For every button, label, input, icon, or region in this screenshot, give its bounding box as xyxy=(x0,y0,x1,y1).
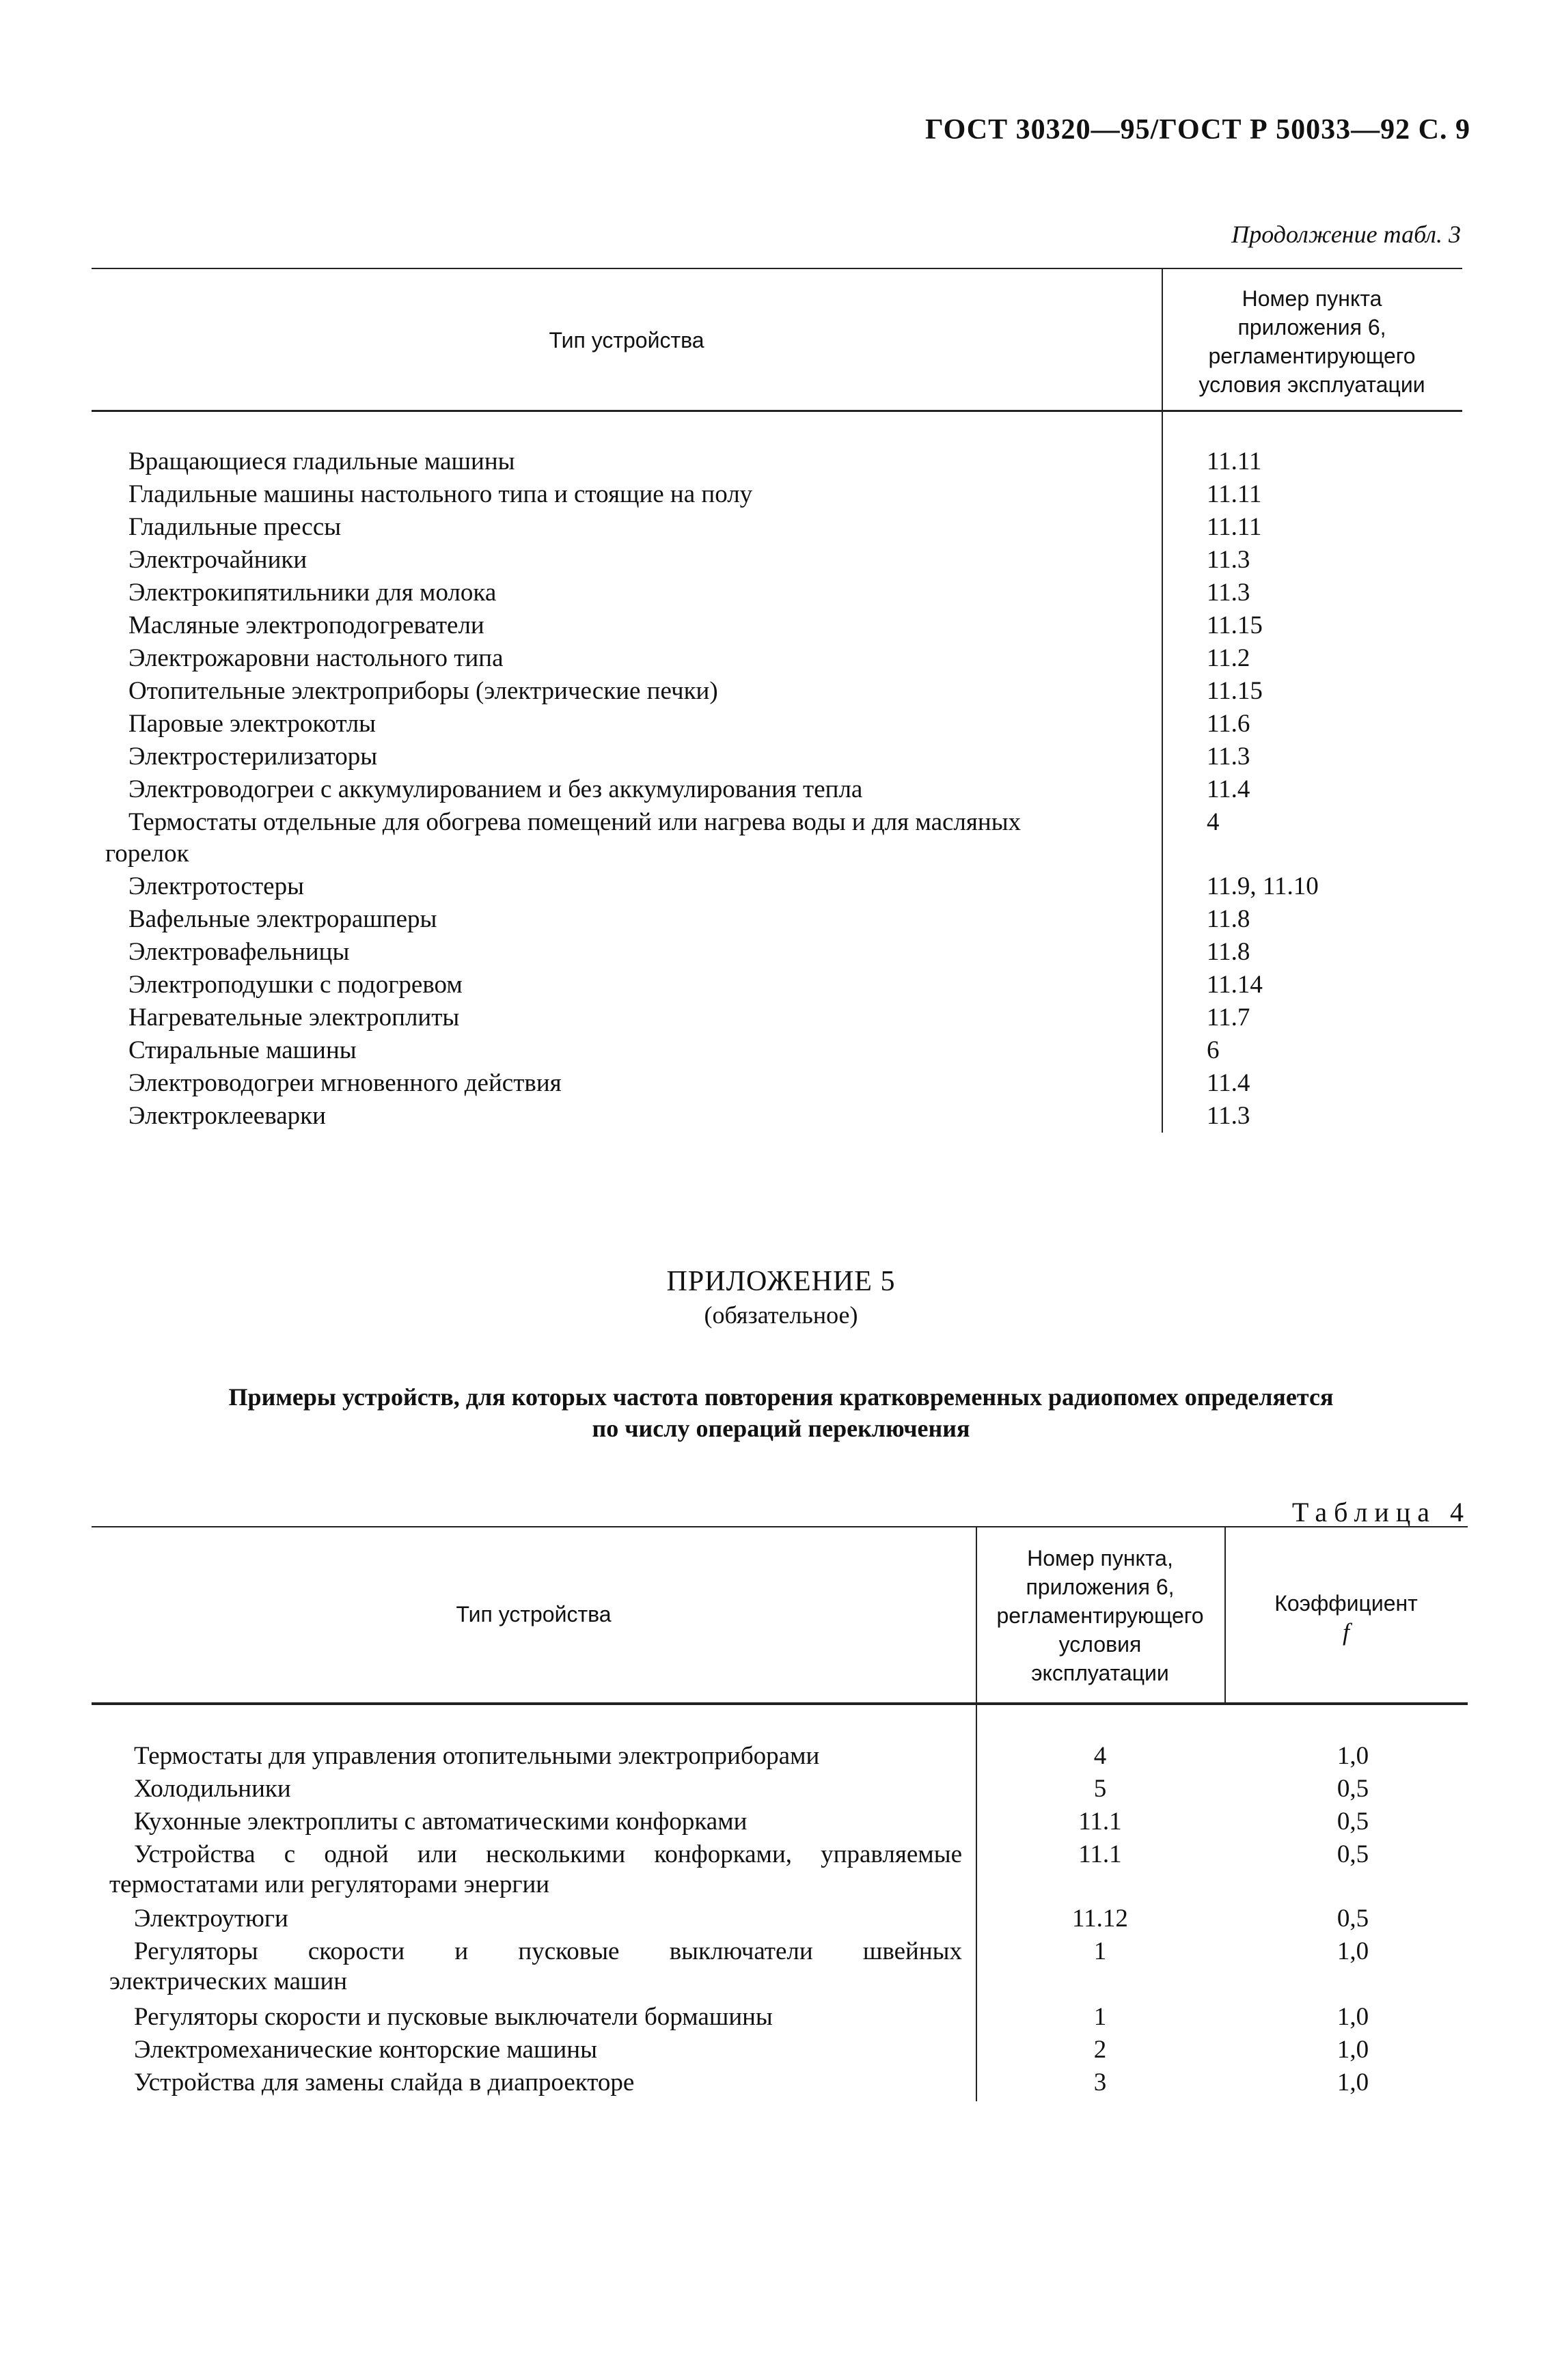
table3-row-device: Вращающиеся гладильные машины xyxy=(128,447,515,475)
table3-row-clause: 6 xyxy=(1207,1036,1220,1064)
table3-row-clause: 11.9, 11.10 xyxy=(1207,872,1319,900)
table3-row-clause: 11.7 xyxy=(1207,1004,1250,1032)
table3-header-device: Тип устройства xyxy=(549,328,704,352)
table3-row-device: Электростерилизаторы xyxy=(128,743,378,771)
table4-row-coefficient: 1,0 xyxy=(1337,1742,1369,1770)
table4-header-clause-line: регламентирующего xyxy=(996,1603,1204,1628)
table3-row-device: Гладильные прессы xyxy=(128,513,342,541)
table3-row-clause: 11.6 xyxy=(1207,710,1250,738)
table4-row-coefficient: 0,5 xyxy=(1337,1840,1369,1868)
table3-row-clause: 11.11 xyxy=(1207,480,1262,508)
table4-row-coefficient: 0,5 xyxy=(1337,1775,1369,1803)
table3-row-device: Электрокипятильники для молока xyxy=(128,579,497,607)
table4-row-clause: 1 xyxy=(1093,2003,1107,2031)
table4-header-device: Тип устройства xyxy=(456,1602,612,1627)
table4-row-device: Регуляторы скорости и пусковые выключатели швейных xyxy=(134,1937,962,1965)
table4-row-device: Термостаты для управления отопительными электроприборами xyxy=(134,1742,820,1770)
table4-row-device: Электроутюги xyxy=(134,1905,288,1933)
table3-row-device: Электроподушки с подогревом xyxy=(128,971,463,999)
table3-row-device: Отопительные электроприборы (электрические печки) xyxy=(128,677,718,705)
table4-top-rule xyxy=(92,1526,1468,1527)
table3-row-clause: 4 xyxy=(1207,808,1220,836)
table4-row-clause: 1 xyxy=(1093,1937,1107,1965)
table4-header-clause-line: эксплуатации xyxy=(1031,1661,1169,1685)
table4-row-device: Кухонные электроплиты с автоматическими конфорками xyxy=(134,1808,748,1836)
table4-row-device-continuation: электрических машин xyxy=(109,1967,348,1995)
table4-row-clause: 3 xyxy=(1093,2068,1107,2097)
table3-row-device: Электротостеры xyxy=(128,872,304,900)
table4-row-device: Устройства для замены слайда в диапроекторе xyxy=(134,2068,635,2097)
appendix-title: ПРИЛОЖЕНИЕ 5 xyxy=(666,1266,896,1297)
table4-row-clause: 2 xyxy=(1093,2036,1107,2064)
table3-header-clause-line: регламентирующего xyxy=(1208,344,1416,368)
table4-row-coefficient: 1,0 xyxy=(1337,1937,1369,1965)
table4-row-device: Устройства с одной или несколькими конфорками, управляемые xyxy=(134,1840,962,1868)
table4-row-device: Холодильники xyxy=(134,1775,291,1803)
table4-row-coefficient: 1,0 xyxy=(1337,2036,1369,2064)
table4-title: Таблица 4 xyxy=(1291,1497,1470,1527)
table4-row-device-continuation: термостатами или регуляторами энергии xyxy=(109,1870,550,1898)
table4-header-clause xyxy=(976,1544,1224,1687)
table3-row-device: Масляные электроподогреватели xyxy=(128,611,484,639)
table3-row-clause: 11.8 xyxy=(1207,905,1250,933)
page-header: ГОСТ 30320—95/ГОСТ Р 50033—92 С. 9 xyxy=(924,114,1470,146)
table3-header-rule xyxy=(92,410,1462,412)
table4-header-rule xyxy=(92,1702,1468,1705)
table4-row-device: Электромеханические конторские машины xyxy=(134,2036,597,2064)
table3-header-clause-line: условия эксплуатации xyxy=(1198,372,1425,397)
appendix-caption-line: по числу операций переключения xyxy=(592,1415,970,1442)
table4-header-clause-line: Номер пункта, xyxy=(1027,1546,1173,1570)
table3-row-clause: 11.3 xyxy=(1207,743,1250,771)
table4-row-clause: 11.1 xyxy=(1078,1840,1122,1868)
table4-row-coefficient: 0,5 xyxy=(1337,1905,1369,1933)
table3-row-clause: 11.3 xyxy=(1207,1102,1250,1130)
table3-continuation: Продолжение табл. 3 xyxy=(1231,221,1461,248)
table3-row-clause: 11.3 xyxy=(1207,546,1250,574)
appendix-subtitle: (обязательное) xyxy=(704,1301,858,1329)
table4-row-coefficient: 1,0 xyxy=(1337,2068,1369,2097)
table3-row-clause: 11.15 xyxy=(1207,677,1263,705)
table3-row-device: Гладильные машины настольного типа и стоящие на полу xyxy=(128,480,753,508)
table3-row-clause: 11.4 xyxy=(1207,1069,1250,1097)
table4-row-device: Регуляторы скорости и пусковые выключатели бормашины xyxy=(134,2003,773,2031)
table3-row-device: Термостаты отдельные для обогрева помещений или нагрева воды и для масляных xyxy=(128,808,1022,836)
table3-row-device: Электрочайники xyxy=(128,546,307,574)
table3-row-clause: 11.15 xyxy=(1207,611,1263,639)
table3-row-clause: 11.4 xyxy=(1207,775,1250,803)
table4-row-clause: 11.12 xyxy=(1072,1905,1128,1933)
table3-row-device: Электровафельницы xyxy=(128,938,350,966)
table4-header-clause-line: приложения 6, xyxy=(1026,1575,1175,1599)
table3-row-clause: 11.8 xyxy=(1207,938,1250,966)
table4-header-coefficient-label: Коэффициент xyxy=(1274,1591,1418,1616)
table3-header-clause-line: приложения 6, xyxy=(1237,315,1386,340)
table4-row-clause: 11.1 xyxy=(1078,1808,1122,1836)
table4-row-clause: 4 xyxy=(1093,1742,1107,1770)
table3-row-device: Нагревательные электроплиты xyxy=(128,1004,460,1032)
appendix-caption-line: Примеры устройств, для которых частота повторения кратковременных радиопомех определяется xyxy=(228,1383,1334,1411)
table4-row-coefficient: 1,0 xyxy=(1337,2003,1369,2031)
table4-header-coefficient-symbol: f xyxy=(1342,1618,1349,1646)
table3-row-device: Электрожаровни настольного типа xyxy=(128,644,504,672)
table3-row-device: Паровые электрокотлы xyxy=(128,710,376,738)
table3-header-clause xyxy=(1162,284,1462,399)
table4-row-coefficient: 0,5 xyxy=(1337,1808,1369,1836)
table3-row-clause: 11.11 xyxy=(1207,513,1262,541)
table4-header-clause-line: условия xyxy=(1058,1632,1142,1657)
table4-header-coefficient xyxy=(1224,1589,1468,1646)
table3-row-clause: 11.14 xyxy=(1207,971,1263,999)
table3-row-device: Стиральные машины xyxy=(128,1036,357,1064)
table3-row-clause: 11.11 xyxy=(1207,447,1262,475)
table3-row-clause: 11.3 xyxy=(1207,579,1250,607)
table3-row-device: Электроводогреи мгновенного действия xyxy=(128,1069,562,1097)
table3-top-rule xyxy=(92,268,1462,269)
table3-row-device-continuation: горелок xyxy=(105,840,189,868)
table3-header-clause-line: Номер пункта xyxy=(1242,286,1382,311)
table3-row-device: Электроклееварки xyxy=(128,1102,326,1130)
table3-row-clause: 11.2 xyxy=(1207,644,1250,672)
table4-row-clause: 5 xyxy=(1093,1775,1107,1803)
table3-row-device: Вафельные электрорашперы xyxy=(128,905,437,933)
appendix-caption xyxy=(0,1381,1562,1444)
table3-row-device: Электроводогреи с аккумулированием и без аккумулирования тепла xyxy=(128,775,863,803)
